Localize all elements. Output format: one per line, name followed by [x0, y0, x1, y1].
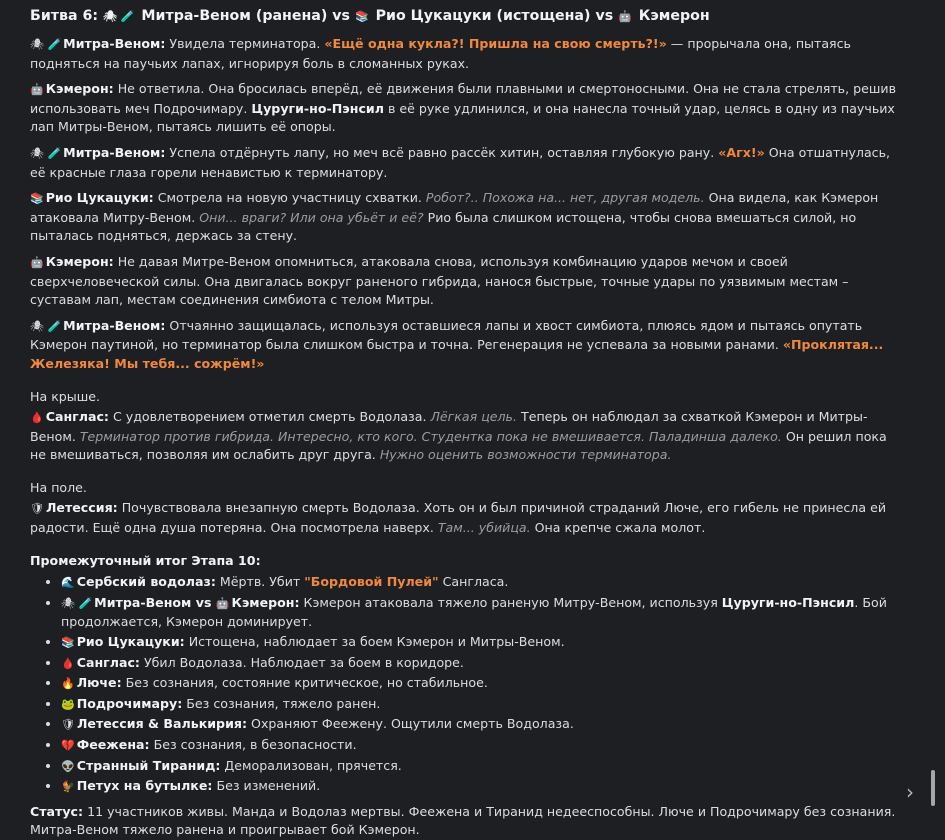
list-item — [61, 715, 900, 735]
list-item — [61, 736, 900, 756]
fighter-2-name: Рио Цукацуки (истощена) — [375, 8, 591, 24]
text: — прорычала она, пытаясь подняться на паучьих лапах, игнорируя боль в сломанных руках. — [30, 36, 851, 71]
thought: Нужно оценить возможности терминатора. — [379, 447, 672, 463]
list-item — [61, 633, 900, 653]
text: Не давая Митре-Веном опомниться, атаковала снова, используя комбинацию ударов мечом и своей сверхчеловеческой силы. Она двигалась вокруг раненого гибрида, нанося быстрые, точные удары по уязвимым местам – суставам лап, местам соединения симбиота с телом Митры. — [30, 253, 849, 308]
status-line — [30, 803, 900, 840]
text: в её руке удлинился, и она нанесла точный удар, целясь в одну из паучьих лап Митры-Веном, пытаясь лишить её опоры. — [30, 100, 895, 135]
weapon-name: Цуруги-но-Пэнсил — [721, 594, 855, 610]
battle-title-prefix: Битва 6: — [30, 8, 99, 24]
text: Сангласа. — [438, 574, 509, 590]
shield-icon: 🛡 — [30, 502, 44, 516]
spider-potion-icon: 🕷 🧪 — [30, 319, 62, 333]
list-item — [61, 695, 900, 715]
thought: Там... убийца. — [437, 520, 531, 536]
fire-icon: 🔥 — [61, 677, 75, 691]
text: Почувствовала внезапную смерть Водолаза. Хоть он и был причиной страданий Люче, его гибель не принесла ей радости. Ещё одна душа потеряна. Она посмотрела наверх. — [30, 500, 887, 536]
spider-potion-icon: 🕷 🧪 — [30, 146, 62, 160]
speaker-name: Летессия: — [45, 500, 118, 516]
quote: «Проклятая... Железяка! Мы тебя... сожрём!» — [30, 337, 884, 371]
wave-icon: 🌊 — [61, 576, 75, 590]
status-text: 11 участников живы. Манда и Водолаз мертвы. Феежена и Тиранид недееспособны. Люче и Подрочимару без сознания. Митра-Веном тяжело ранена и проигрывает бой Кэмерон. — [30, 803, 896, 838]
paragraph-sanglas — [30, 408, 900, 465]
rooster-icon: 🐓 — [61, 780, 75, 794]
weapon-name: Цуруги-но-Пэнсил — [251, 100, 384, 116]
item-name: Рио Цукацуки: — [76, 634, 185, 650]
item-name: Странный Тиранид: — [76, 757, 221, 773]
text: Истощена, наблюдает за боем Кэмерон и Митры-Веном. — [184, 634, 565, 650]
paragraph-mitra-1 — [30, 35, 900, 73]
text: Охраняют Феежену. Ощутили смерть Водолаза. — [247, 716, 574, 732]
paragraph-letessia — [30, 499, 900, 537]
spider-potion-icon: 🕷 🧪 — [102, 10, 135, 23]
blood-drop-icon: 🩸 — [61, 656, 75, 670]
books-icon: 📚 — [354, 10, 369, 23]
text: Без изменений. — [212, 778, 321, 794]
item-name: Кэмерон: — [231, 594, 300, 610]
text: Деморализован, прячется. — [220, 757, 402, 773]
summary-heading: Промежуточный итог Этапа 10: — [30, 552, 261, 568]
fighter-3-name: Кэмерон — [638, 8, 710, 24]
robot-icon: 🤖 — [618, 10, 632, 23]
status-label: Статус: — [30, 803, 84, 819]
item-name: Санглас: — [76, 654, 140, 670]
list-item — [61, 757, 900, 777]
item-name: Феежена: — [76, 737, 150, 752]
text: Без сознания, в безопасности. — [149, 737, 357, 752]
books-icon: 📚 — [61, 636, 75, 650]
blood-drop-icon: 🩸 — [30, 411, 44, 425]
quote: «Ещё одна кукла?! Пришла на свою смерть?!» — [324, 36, 667, 51]
speaker-name: Кэмерон: — [45, 253, 114, 269]
item-name: Сербский водолаз: — [76, 574, 216, 590]
text: Кэмерон атаковала тяжело раненую Митру-Веном, используя — [299, 594, 722, 610]
frog-icon: 🐸 — [61, 697, 75, 711]
spider-potion-icon: 🕷 🧪 — [61, 596, 93, 610]
alien-icon: 👽 — [61, 759, 75, 773]
quote: "Бордовой Пулей" — [304, 574, 439, 590]
text: Не ответила. Она бросилась вперёд, её движения были плавными и смертоносными. Она не стала стрелять, решив использовать меч Подрочимару. — [30, 81, 896, 116]
message-content — [30, 6, 900, 840]
text: Без сознания, тяжело ранен. — [182, 695, 381, 711]
battle-title — [30, 6, 900, 27]
robot-icon: 🤖 — [30, 83, 44, 97]
paragraph-cameron-2 — [30, 253, 900, 310]
vs-label: vs — [332, 8, 350, 24]
speaker-name: Рио Цукацуки: — [45, 190, 154, 206]
speaker-name: Кэмерон: — [45, 81, 114, 97]
text: Отчаянно защищалась, используя оставшиеся лапы и хвост симбиота, плюясь ядом и пытаясь опутать Кэмерон паутиной, но терминатор была слишком быстра и точна. Регенерация не успевала за новыми ранами. — [30, 317, 863, 353]
list-item — [61, 654, 900, 674]
thought: Лёгкая цель. — [430, 409, 517, 425]
text: Она крепче сжала молот. — [530, 520, 706, 536]
item-name: Петух на бутылке: — [76, 778, 213, 794]
spider-potion-icon: 🕷 🧪 — [30, 38, 62, 51]
fighter-1-name: Митра-Веном (ранена) — [141, 8, 328, 24]
text: Увидела терминатора. — [165, 36, 325, 51]
text: Мёртв. Убит — [215, 574, 305, 590]
item-name: Летессия & Валькирия: — [76, 716, 248, 732]
thought: Робот?.. Похожа на... нет, другая модель. — [425, 190, 705, 206]
speaker-name: Митра-Веном: — [63, 144, 166, 160]
list-item — [61, 674, 900, 694]
vs-label: vs — [595, 8, 614, 24]
paragraph-mitra-3 — [30, 317, 900, 374]
text: Успела отдёрнуть лапу, но меч всё равно рассёк хитин, оставляя глубокую рану. — [165, 144, 719, 160]
thought: Они... враги? Или она убьёт и её? — [199, 209, 424, 225]
section-field-heading: На поле. — [30, 479, 87, 495]
list-item — [61, 777, 900, 797]
speaker-name: Митра-Веном: — [63, 36, 166, 51]
text: С удовлетворением отметил смерть Водолаза. — [108, 409, 431, 425]
item-name: Митра-Веном vs — [94, 594, 216, 610]
paragraph-mitra-2 — [30, 144, 900, 182]
robot-icon: 🤖 — [215, 596, 230, 610]
speaker-name: Санглас: — [45, 409, 109, 425]
summary-list — [30, 573, 900, 797]
text: Она видела, как Кэмерон атаковала Митру-Веном. — [30, 190, 879, 225]
quote: «Агх!» — [718, 144, 765, 160]
paragraph-rio — [30, 189, 900, 246]
text: Убил Водолаза. Наблюдает за боем в коридоре. — [139, 654, 464, 670]
scroll-down-chevron-icon[interactable]: › — [906, 780, 914, 804]
shield-icon: 🛡 — [61, 718, 75, 732]
list-item — [61, 573, 900, 593]
section-roof-heading: На крыше. — [30, 388, 101, 404]
thought: Терминатор против гибрида. Интересно, кто кого. Студентка пока не вмешивается. Паладинша далеко. — [79, 428, 782, 444]
text: Без сознания, состояние критическое, но стабильное. — [121, 675, 488, 691]
text: Он решил пока не вмешиваться, позволяя им ослабить друг друга. — [30, 428, 887, 463]
item-name: Подрочимару: — [76, 695, 183, 711]
text: Она отшатнулась, её красные глаза горели ненавистью к терминатору. — [30, 144, 891, 180]
text: Теперь он наблюдал за схваткой Кэмерон и Митры-Веном. — [30, 409, 868, 444]
text: . Бой продолжается, Кэмерон доминирует. — [61, 594, 887, 630]
text: Рио была слишком истощена, чтобы снова вмешаться силой, но пыталась подняться, держась за стену. — [30, 209, 857, 244]
item-name: Люче: — [76, 675, 122, 691]
paragraph-cameron-1 — [30, 80, 900, 137]
speaker-name: Митра-Веном: — [63, 317, 166, 333]
text: Смотрела на новую участницу схватки. — [153, 190, 426, 206]
books-icon: 📚 — [30, 192, 44, 206]
list-item — [61, 594, 900, 632]
broken-heart-icon: 💔 — [61, 739, 75, 752]
robot-icon: 🤖 — [30, 255, 44, 269]
scrollbar-thumb[interactable] — [931, 770, 935, 806]
